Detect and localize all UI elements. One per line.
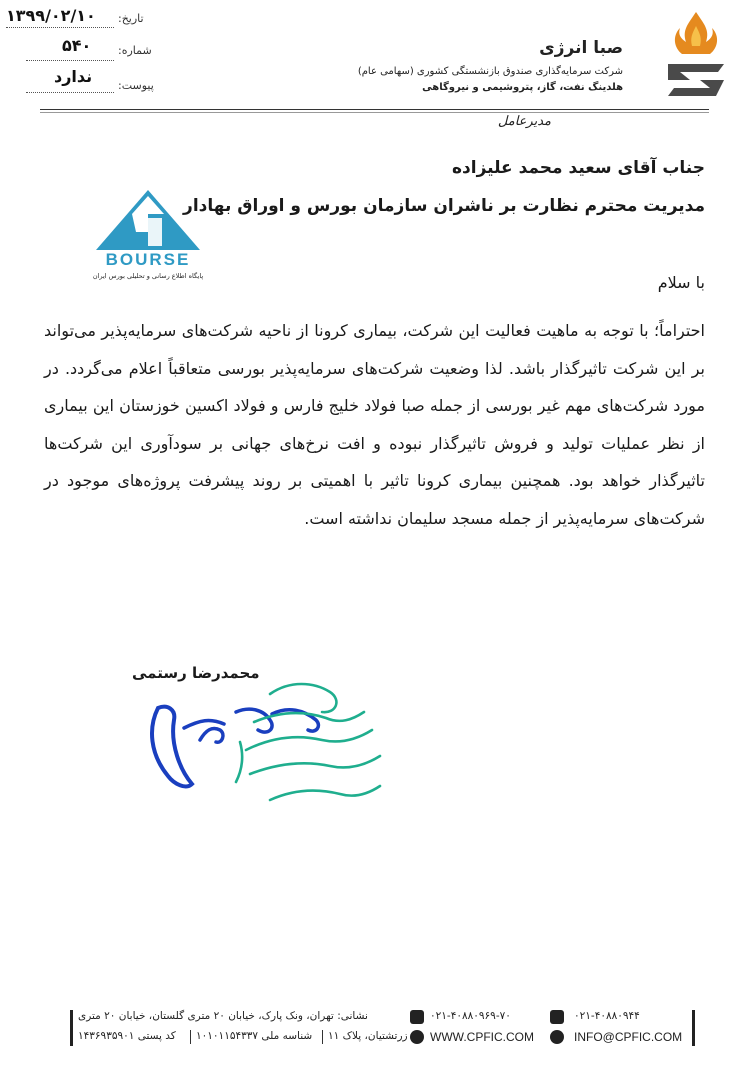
footer-separator xyxy=(322,1030,323,1044)
date-value: ۱۳۹۹/۰۲/۱۰ xyxy=(6,6,96,25)
footer-fax: ۰۲۱-۴۰۸۸۰۹۶۹-۷۰ xyxy=(430,1010,511,1022)
footer-website[interactable]: WWW.CPFIC.COM xyxy=(430,1030,534,1044)
footer-postal-code: کد پستی ۱۴۳۶۹۳۵۹۰۱ xyxy=(78,1030,176,1042)
attachment-underline xyxy=(26,92,114,93)
date-underline xyxy=(6,27,114,28)
at-icon xyxy=(550,1030,564,1044)
company-name: صبا انرژی xyxy=(539,38,623,58)
letter-body: احتراماً؛ با توجه به ماهیت فعالیت این شرکت، بیماری کرونا از ناحیه شرکت‌های سرمایه‌پذیر می‌تواند بر این شرکت تاثیرگذار باشد. لذا وضعیت شرکت‌های سرمایه‌پذیر بورسی متعاقباً اعلام می‌گردد. در مورد شرکت‌های مهم غیر بورسی از جمله صبا فولاد خلیج فارس و فولاد اکسین خوزستان این بیماری از نظر عملیات تولید و فروش تاثیرگذار نبوده و افت نرخ‌های جهانی بر سودآوری این شرکت‌ها تاثیرگذار خواهد بود. همچنین بیماری کرونا تاثیر با اهمیتی بر روند پیشرفت پروژه‌های موجود در شرکت‌های سرمایه‌پذیر از جمله مسجد سلیمان نداشته است. xyxy=(44,321,705,528)
recipient-title: مدیریت محترم نظارت بر ناشران سازمان بورس و اوراق بهادار xyxy=(183,196,705,216)
footer-email[interactable]: INFO@CPFIC.COM xyxy=(574,1030,683,1044)
handwritten-note: مدیرعامل xyxy=(497,114,551,129)
signer-name: محمدرضا رستمی xyxy=(132,664,260,682)
footer-address-cont: زرتشتیان، پلاک ۱۱ xyxy=(328,1030,408,1042)
number-label: شماره: xyxy=(118,44,152,57)
footer-national-id: شناسه ملی ۱۰۱۰۱۱۵۴۳۳۷ xyxy=(196,1030,313,1042)
phone-icon xyxy=(410,1010,424,1024)
greeting: با سلام xyxy=(657,273,705,292)
company-holding-line: هلدینگ نفت، گاز، پتروشیمی و نیروگاهی xyxy=(422,82,623,93)
header-divider-thin xyxy=(40,112,709,113)
globe-icon xyxy=(410,1030,424,1044)
footer-separator xyxy=(190,1030,191,1044)
recipient-name: جناب آقای سعید محمد علیزاده xyxy=(452,158,705,178)
footer-address: نشانی: تهران، ونک پارک، خیابان ۲۰ متری گلستان، خیابان ۲۰ متری xyxy=(78,1010,368,1022)
footer-bar-right xyxy=(692,1010,695,1046)
bourse-tagline: پایگاه اطلاع رسانی و تحلیلی بورس ایران xyxy=(92,272,204,280)
flame-logo-icon xyxy=(660,8,732,100)
attachment-value: ندارد xyxy=(54,67,93,86)
fax-icon xyxy=(550,1010,564,1024)
company-stamp xyxy=(230,672,410,822)
footer-phone: ۰۲۱-۴۰۸۸۰۹۴۴ xyxy=(574,1010,640,1022)
number-value: ۵۴۰ xyxy=(62,36,92,55)
company-subtitle: شرکت سرمایه‌گذاری صندوق بازنشستگی کشوری (سهامی عام) xyxy=(357,66,623,77)
stamp-scribble-icon xyxy=(230,672,410,822)
bourse-brand: BOURSE xyxy=(105,250,191,269)
attachment-label: پیوست: xyxy=(118,79,154,92)
footer-bar-left xyxy=(70,1010,73,1046)
number-underline xyxy=(26,60,114,61)
date-label: تاریخ: xyxy=(118,12,144,25)
header-divider xyxy=(40,109,709,110)
company-logo xyxy=(660,8,732,100)
